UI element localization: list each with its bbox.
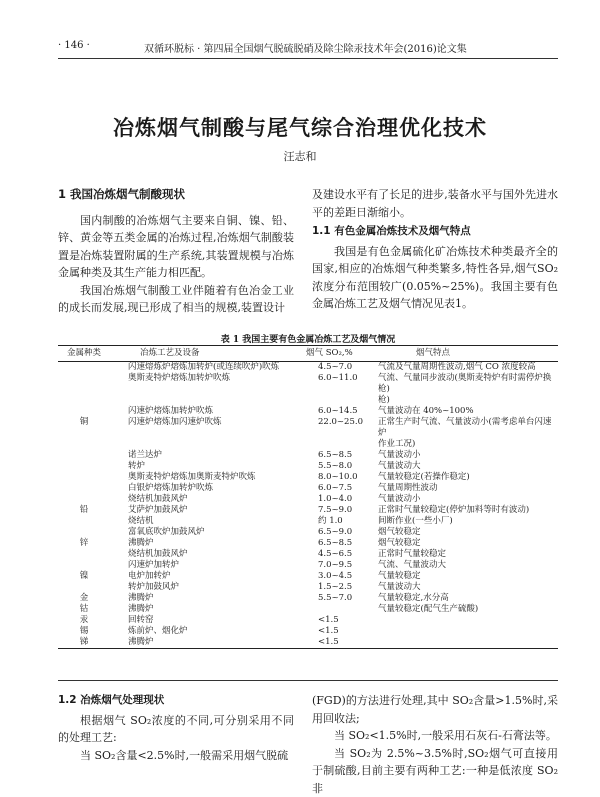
right-column-top — [312, 186, 558, 313]
metal-cell — [58, 516, 110, 527]
left-column-top — [58, 186, 294, 317]
process-cell: 电炉加转炉 — [110, 571, 304, 582]
table-row — [58, 362, 558, 374]
so2-cell — [304, 439, 376, 450]
process-cell: 奥斯麦特炉熔炼加转炉吹炼 — [110, 373, 304, 395]
paragraph: 我国是有色金属硫化矿冶炼技术种类最齐全的国家,相应的冶炼烟气种类繁多,特性各异,烟气SO₂浓度分布范围较广(0.05%~25%)。我国主要有色金属冶炼工艺及烟气情况见表1。 — [312, 243, 558, 313]
process-cell — [110, 395, 304, 406]
table-row — [58, 472, 558, 483]
feature-cell: 气流及气量周期性波动,烟气 CO 浓度较高 — [376, 362, 558, 374]
feature-cell: 气流、气量波动大 — [376, 560, 558, 571]
metal-cell — [58, 362, 110, 374]
so2-cell: 6.0~7.5 — [304, 483, 376, 494]
process-cell: 诺兰达炉 — [110, 450, 304, 461]
process-cell: 闪速炉熔炼加闪速炉吹炼 — [110, 417, 304, 439]
table-body — [58, 362, 558, 649]
feature-cell: 间断作业(一些小厂) — [376, 516, 558, 527]
process-cell: 闪速炉加转炉 — [110, 560, 304, 571]
feature-cell: 气量较稳定(若操作稳定) — [376, 472, 558, 483]
so2-cell: 4.5~7.0 — [304, 362, 376, 374]
so2-cell: 7.5~9.0 — [304, 505, 376, 516]
table-row — [58, 626, 558, 637]
table-row — [58, 593, 558, 604]
process-cell: 白银炉熔炼加转炉吹炼 — [110, 483, 304, 494]
table-row — [58, 637, 558, 649]
feature-cell: 烟气较稳定 — [376, 538, 558, 549]
table-row — [58, 417, 558, 439]
so2-cell — [304, 604, 376, 615]
metal-cell — [58, 450, 110, 461]
process-cell: 回转窑 — [110, 615, 304, 626]
table-row — [58, 604, 558, 615]
feature-cell: 气量较稳定,水分高 — [376, 593, 558, 604]
metal-cell: 锡 — [58, 626, 110, 637]
metal-cell — [58, 373, 110, 395]
header-rule — [58, 58, 558, 59]
metal-cell — [58, 527, 110, 538]
so2-cell: 5.5~7.0 — [304, 593, 376, 604]
feature-cell — [376, 626, 558, 637]
so2-cell: 1.5~2.5 — [304, 582, 376, 593]
running-title: 双循环脱标 · 第四届全国烟气脱硫脱硝及除尘除汞技术年会(2016)论文集 — [144, 40, 467, 55]
so2-cell: 22.0~25.0 — [304, 417, 376, 439]
table-row — [58, 461, 558, 472]
so2-cell — [304, 395, 376, 406]
column-header: 烟气特点 — [376, 346, 558, 362]
metal-cell — [58, 483, 110, 494]
process-cell: 闪速炉熔炼加转炉吹炼 — [110, 406, 304, 417]
metal-cell — [58, 461, 110, 472]
feature-cell: 正常时气量较稳定 — [376, 549, 558, 560]
process-cell: 烧结机加鼓风炉 — [110, 494, 304, 505]
metal-cell: 锌 — [58, 538, 110, 549]
smelting-table — [58, 345, 558, 649]
table-row — [58, 373, 558, 395]
process-cell: 沸腾炉 — [110, 538, 304, 549]
metal-cell — [58, 439, 110, 450]
paragraph: 我国冶炼烟气制酸工业伴随着有色冶金工业的成长而发展,现已形成了相当的规模,装置设计 — [58, 282, 294, 317]
feature-cell: 正常生产时气流、气量波动小(需考虑单台闪速炉 — [376, 417, 558, 439]
table-row — [58, 549, 558, 560]
so2-cell: 7.0~9.5 — [304, 560, 376, 571]
feature-cell: 烟气较稳定 — [376, 527, 558, 538]
table-row — [58, 615, 558, 626]
feature-cell: 枪) — [376, 395, 558, 406]
metal-cell: 镍 — [58, 571, 110, 582]
metal-cell — [58, 472, 110, 483]
table-caption: 表 1 我国主要有色金属冶炼工艺及烟气情况 — [58, 332, 558, 345]
process-cell: 沸腾炉 — [110, 593, 304, 604]
section-1-heading: 1 我国冶炼烟气制酸现状 — [58, 186, 294, 204]
table-row — [58, 439, 558, 450]
table-row — [58, 516, 558, 527]
paragraph: 当 SO₂为 2.5%~3.5%时,SO₂烟气可直接用于制硫酸,目前主要有两种工艺:一种是低浓度 SO₂非 — [312, 745, 558, 797]
table-row — [58, 571, 558, 582]
process-cell: 艾萨炉加鼓风炉 — [110, 505, 304, 516]
feature-cell: 气流、气量同步波动(奥斯麦特炉有时需停炉换枪) — [376, 373, 558, 395]
column-header: 烟气 SO₂,% — [304, 346, 376, 362]
table-header-row — [58, 346, 558, 362]
paragraph-continuation: 及建设水平有了长足的进步,装备水平与国外先进水平的差距日渐缩小。 — [312, 186, 558, 221]
process-cell: 转炉 — [110, 461, 304, 472]
table-row — [58, 483, 558, 494]
process-cell: 富氧底吹炉加鼓风炉 — [110, 527, 304, 538]
feature-cell: 作业工况) — [376, 439, 558, 450]
table-row — [58, 538, 558, 549]
article-title: 冶炼烟气制酸与尾气综合治理优化技术 — [0, 112, 600, 142]
so2-cell: 6.0~11.0 — [304, 373, 376, 395]
feature-cell — [376, 615, 558, 626]
metal-cell — [58, 494, 110, 505]
page-number: · 146 · — [58, 40, 90, 51]
feature-cell: 气量波动大 — [376, 461, 558, 472]
feature-cell: 正常时气量较稳定(停炉加料等时有波动) — [376, 505, 558, 516]
table-row — [58, 494, 558, 505]
process-cell: 烧结机加鼓风炉 — [110, 549, 304, 560]
metal-cell: 金 — [58, 593, 110, 604]
paragraph-continuation: (FGD)的方法进行处理,其中 SO₂含量>1.5%时,采用回收法; — [312, 692, 558, 727]
so2-cell: 3.0~4.5 — [304, 571, 376, 582]
metal-cell: 锑 — [58, 637, 110, 649]
feature-cell: 气量较稳定(配气生产硫酸) — [376, 604, 558, 615]
feature-cell: 气量波动在 40%~100% — [376, 406, 558, 417]
process-cell — [110, 439, 304, 450]
table-bottom-gap — [58, 680, 558, 681]
metal-cell — [58, 406, 110, 417]
column-header: 冶炼工艺及设备 — [110, 346, 304, 362]
metal-cell: 铜 — [58, 417, 110, 439]
table-row — [58, 560, 558, 571]
metal-cell — [58, 560, 110, 571]
column-header: 金属种类 — [58, 346, 110, 362]
table-row — [58, 395, 558, 406]
so2-cell: 1.0~4.0 — [304, 494, 376, 505]
metal-cell: 铅 — [58, 505, 110, 516]
so2-cell: <1.5 — [304, 637, 376, 649]
so2-cell: 5.5~8.0 — [304, 461, 376, 472]
left-column-bottom — [58, 692, 294, 764]
paragraph: 国内制酸的冶炼烟气主要来自铜、镍、铅、锌、黄金等五类金属的冶炼过程,冶炼烟气制酸装置是冶炼装置附属的生产系统,其装置规模与冶炼金属种类及其生产能力相匹配。 — [58, 212, 294, 282]
process-cell: 沸腾炉 — [110, 637, 304, 649]
feature-cell: 气量较稳定 — [376, 571, 558, 582]
paragraph: 根据烟气 SO₂浓度的不同,可分别采用不同的处理工艺: — [58, 712, 294, 747]
table-row — [58, 505, 558, 516]
so2-cell: <1.5 — [304, 626, 376, 637]
process-cell: 烧结机 — [110, 516, 304, 527]
process-cell: 闪速熔炼炉熔炼加转炉(或连续吹炉)吹炼 — [110, 362, 304, 374]
section-1-1-heading: 1.1 有色金属冶炼技术及烟气特点 — [312, 223, 558, 241]
metal-cell — [58, 582, 110, 593]
table-row — [58, 582, 558, 593]
process-cell: 炼前炉、烟化炉 — [110, 626, 304, 637]
feature-cell: 气量波动大 — [376, 582, 558, 593]
paragraph: 当 SO₂<1.5%时,一般采用石灰石-石膏法等。 — [312, 727, 558, 745]
table-row — [58, 450, 558, 461]
so2-cell: 4.5~6.5 — [304, 549, 376, 560]
metal-cell — [58, 395, 110, 406]
feature-cell — [376, 637, 558, 649]
metal-cell — [58, 549, 110, 560]
metal-cell: 汞 — [58, 615, 110, 626]
right-column-bottom — [312, 692, 558, 797]
process-cell: 转炉加鼓风炉 — [110, 582, 304, 593]
feature-cell: 气量波动小 — [376, 494, 558, 505]
process-cell: 奥斯麦特炉熔炼加奥斯麦特炉吹炼 — [110, 472, 304, 483]
table-row — [58, 406, 558, 417]
author: 汪志和 — [0, 148, 600, 164]
table-row — [58, 527, 558, 538]
so2-cell: 6.5~9.0 — [304, 527, 376, 538]
so2-cell: 6.0~14.5 — [304, 406, 376, 417]
metal-cell: 钴 — [58, 604, 110, 615]
so2-cell: 6.5~8.5 — [304, 538, 376, 549]
section-1-2-heading: 1.2 冶炼烟气处理现状 — [58, 692, 294, 710]
so2-cell: <1.5 — [304, 615, 376, 626]
feature-cell: 气量波动小 — [376, 450, 558, 461]
process-cell: 沸腾炉 — [110, 604, 304, 615]
paragraph: 当 SO₂含量<2.5%时,一般需采用烟气脱硫 — [58, 747, 294, 765]
feature-cell: 气量周期性波动 — [376, 483, 558, 494]
so2-cell: 约 1.0 — [304, 516, 376, 527]
so2-cell: 6.5~8.5 — [304, 450, 376, 461]
so2-cell: 8.0~10.0 — [304, 472, 376, 483]
